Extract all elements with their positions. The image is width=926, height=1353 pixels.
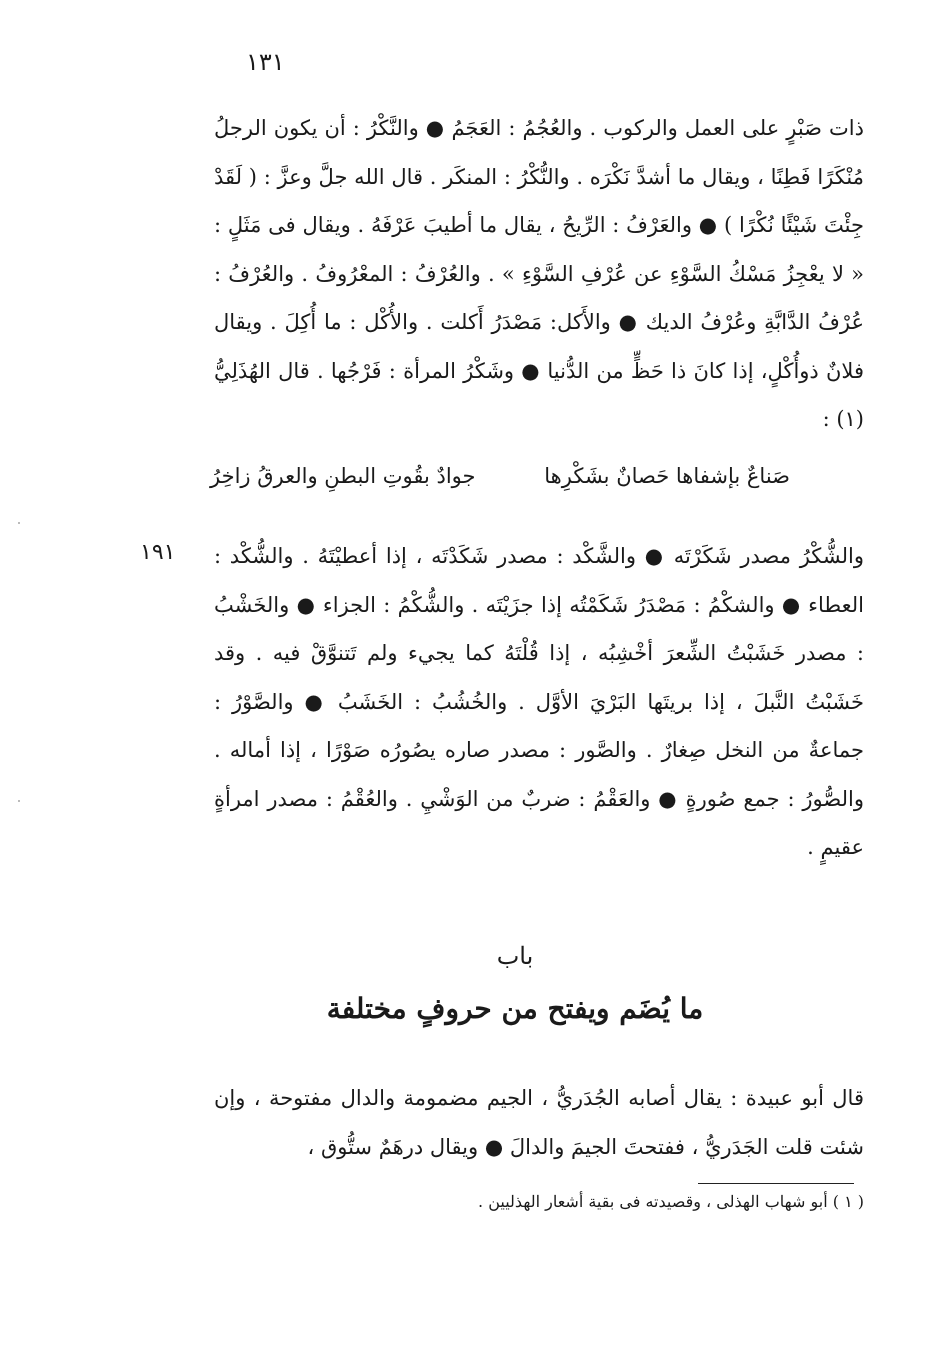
section-number: ١٩١ — [140, 540, 176, 565]
footnote-divider — [698, 1183, 854, 1184]
paragraph-3: قال أبو عبيدة : يقال أصابه الجُدَريُّ ، الجيم مضمومة والدال مفتوحة ، وإن شئت قلت الجَدَريُّ ، ففتحتَ الجيمَ والدالَ ● ويقال درهَمٌ ستُّوق ، — [214, 1086, 864, 1159]
chapter-label: باب — [496, 942, 534, 970]
poetry-verse — [210, 452, 790, 500]
paragraph-1: ذات صَبْرٍ على العمل والركوب . والعُجُمُ : العَجَمُ ● والنَّكْرُ : أن يكون الرجلُ مُنْكَرًا فَطِنًا ، ويقال ما أشدَّ نَكْرَه . والنُّكْرُ : المنكَر . قال الله جلَّ وعزَّ : ( لَقَدْ جِئْتَ شَيْئًا نُكْرًا ) ● والعَرْفُ : الرِّيحُ ، يقال ما أطيبَ عَرْفَهُ . ويقال فى مَثَلٍ : « لا يعْجِزُ مَسْكُ السَّوْءِ عن عُرْفِ السَّوْءِ » . والعُرْفُ : المعْرُوفُ . والعُرْفُ : عُرْفُ الدَّابَّةِ وعُرْفُ الديك ● والأَكل: مَصْدَرُ أَكلت . والأُكْل : ما أُكِلَ . ويقال فلانٌ ذوأُكْلٍ، إذا كانَ ذا حَظٍّ من الدُّنيا ● وشَكْرُ المرأة : فَرْجُها . قال الهُذَلِيُّ (١) : — [214, 116, 864, 431]
margin-mark — [18, 800, 20, 802]
verse-hemistich-1: صَناعٌ بإشفاها حَصانٌ بشَكْرِها — [544, 464, 790, 488]
paragraph-2: والشُّكْرُ مصدر شَكَرْتَه ● والشَّكْد : مصدر شَكَدْتَه ، إذا أعطيْتَهُ . والشُّكْد : العطاء ● والشكْمُ : مَصْدَرُ شَكَمْتُه إذا جزَيْتَه . والشُّكْمُ : الجزاء ● والخَشْبُ : مصدر خَشَبْتُ الشِّعرَ أخْشِبُه ، إذا قُلْتَهُ كما يجيء ولم تَتنوَّقْ فيه . وقد خَشَبْتُ النَّبلَ ، إذا بريتَها البَرْيَ الأوَّل . والخُشُبُ : الخَشَبُ ● والصَّوْرُ : جماعةٌ من النخل صِغارٌ . والصَّور : مصدر صاره يصُورُه صَوْرًا ، إذا أماله . والصُّورُ : جمع صُورةٍ ● والعَقْمُ : ضربٌ من الوَشْيِ . والعُقْمُ : مصدر امرأةٍ عقيمٍ . — [214, 544, 864, 859]
margin-mark — [18, 522, 20, 524]
page-number: ١٣١ — [246, 48, 285, 76]
chapter-title: ما يُضَم ويفتح من حروفٍ مختلفة — [326, 992, 704, 1025]
verse-hemistich-2: جوادٌ بقُوتِ البطنِ والعرقُ زاخِرُ — [210, 464, 476, 488]
footnote: ( ١ ) أبو شهاب الهذلى ، وقصيدته فى بقية أشعار الهذليين . — [478, 1192, 864, 1211]
